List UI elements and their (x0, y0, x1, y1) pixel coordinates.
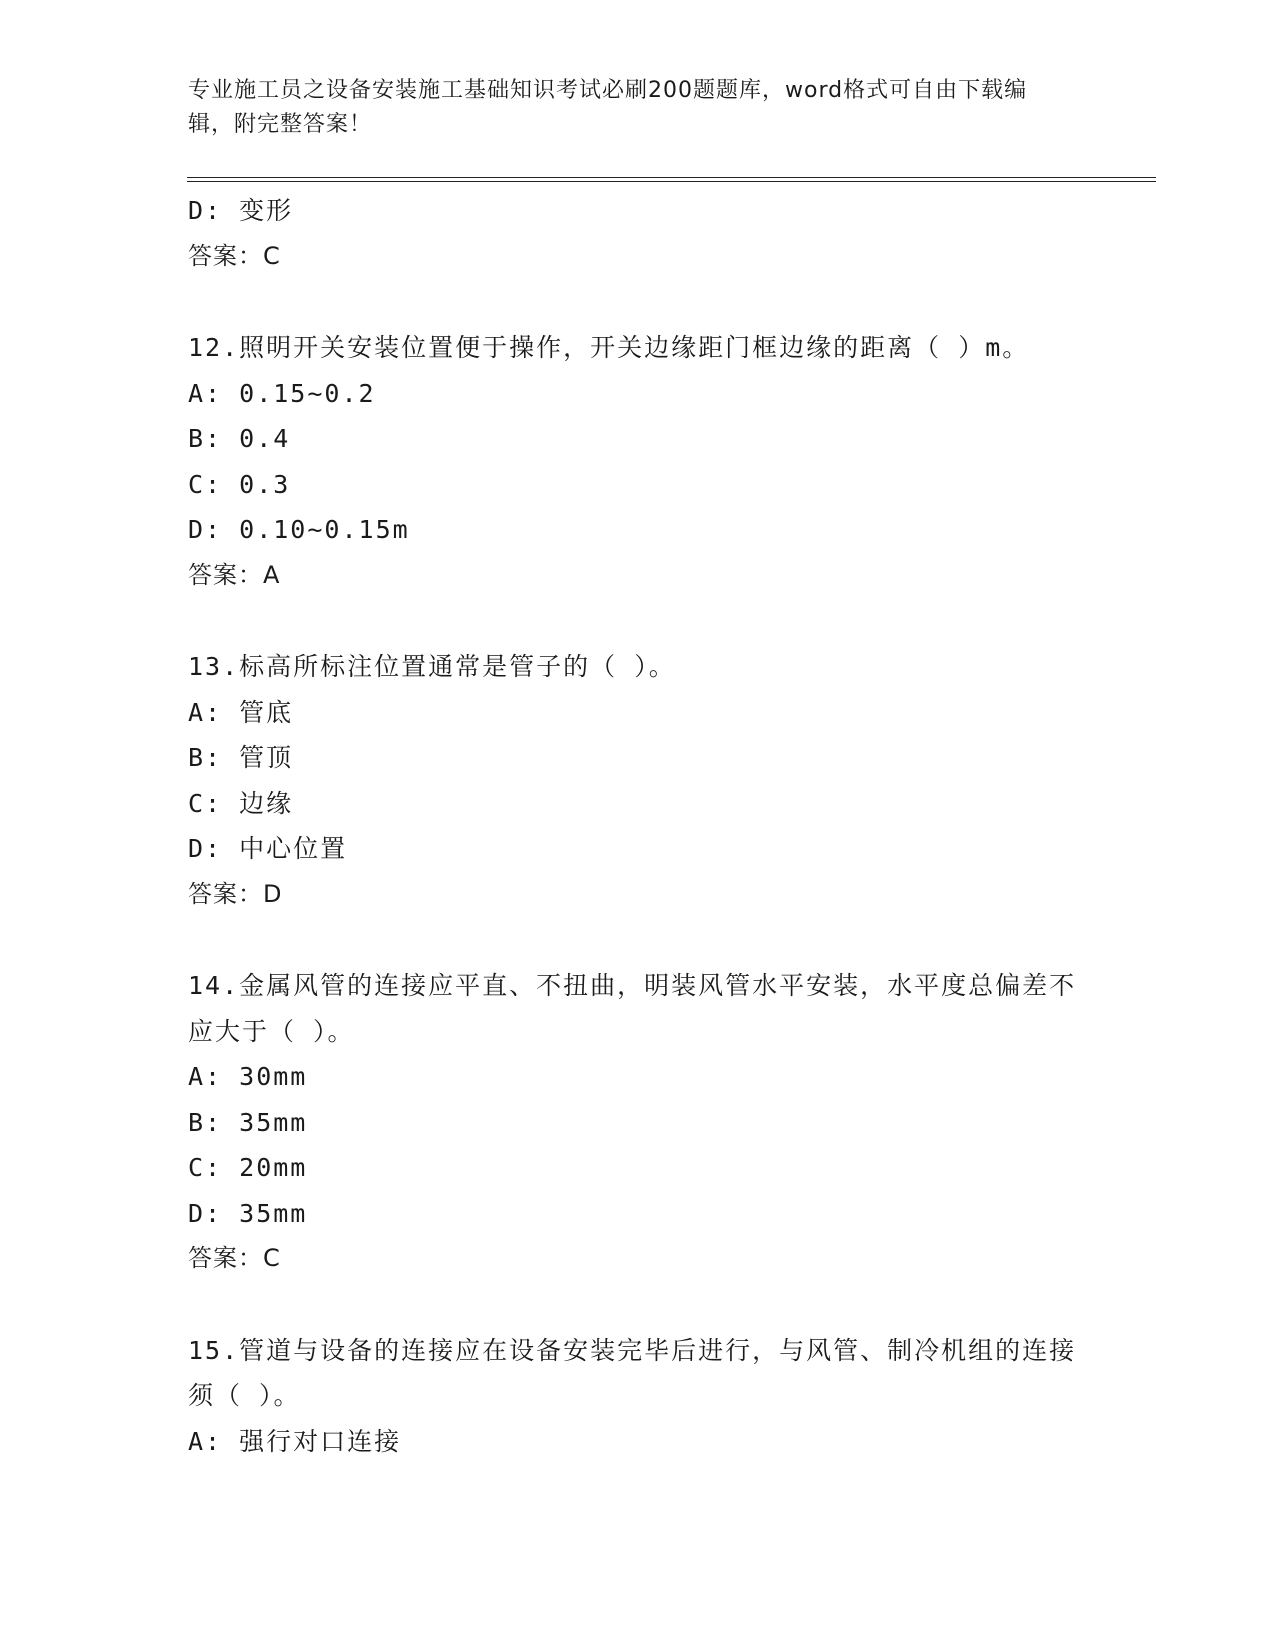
option-c: C: 0.3 (188, 469, 291, 499)
answer-line: 答案：A (188, 560, 281, 589)
header-divider (187, 177, 1156, 182)
question-14 (188, 963, 1088, 1282)
question-12 (188, 325, 1088, 598)
option-a: A: 30mm (188, 1062, 308, 1091)
question-title: 14.金属风管的连接应平直、不扭曲，明装风管水平安装，水平度总偏差不应大于（ ）。 (188, 971, 1077, 1046)
previous-question-tail (188, 188, 1088, 279)
option-c: C: 边缘 (188, 788, 294, 818)
option-d: D: 中心位置 (188, 834, 348, 863)
option-a: A: 0.15~0.2 (188, 378, 376, 408)
question-list (188, 188, 1088, 1464)
option-b: B: 0.4 (188, 424, 291, 453)
option-a: A: 管底 (188, 697, 294, 727)
question-title: 12.照明开关安装位置便于操作，开关边缘距门框边缘的距离（ ）m。 (188, 333, 1030, 362)
answer-line: 答案：D (188, 879, 283, 908)
document-title: 专业施工员之设备安装施工基础知识考试必刷200题题库，word格式可自由下载编辑，附完整答案！ (188, 78, 1028, 137)
option-a: A: 强行对口连接 (188, 1426, 402, 1456)
option-c: C: 20mm (188, 1153, 308, 1182)
option-d: D: 0.10~0.15m (188, 515, 410, 544)
answer-line: 答案：C (188, 241, 281, 270)
question-title: 15.管道与设备的连接应在设备安装完毕后进行，与风管、制冷机组的连接须（ ）。 (188, 1335, 1077, 1410)
option-b: B: 35mm (188, 1107, 308, 1137)
question-title: 13.标高所标注位置通常是管子的（ ）。 (188, 652, 676, 681)
question-15 (188, 1328, 1088, 1465)
page-header (188, 74, 1068, 142)
option-d: D: 35mm (188, 1198, 308, 1228)
answer-line: 答案：C (188, 1244, 281, 1272)
option-b: B: 管顶 (188, 743, 294, 772)
question-13 (188, 644, 1088, 917)
option-d: D: 变形 (188, 196, 294, 225)
